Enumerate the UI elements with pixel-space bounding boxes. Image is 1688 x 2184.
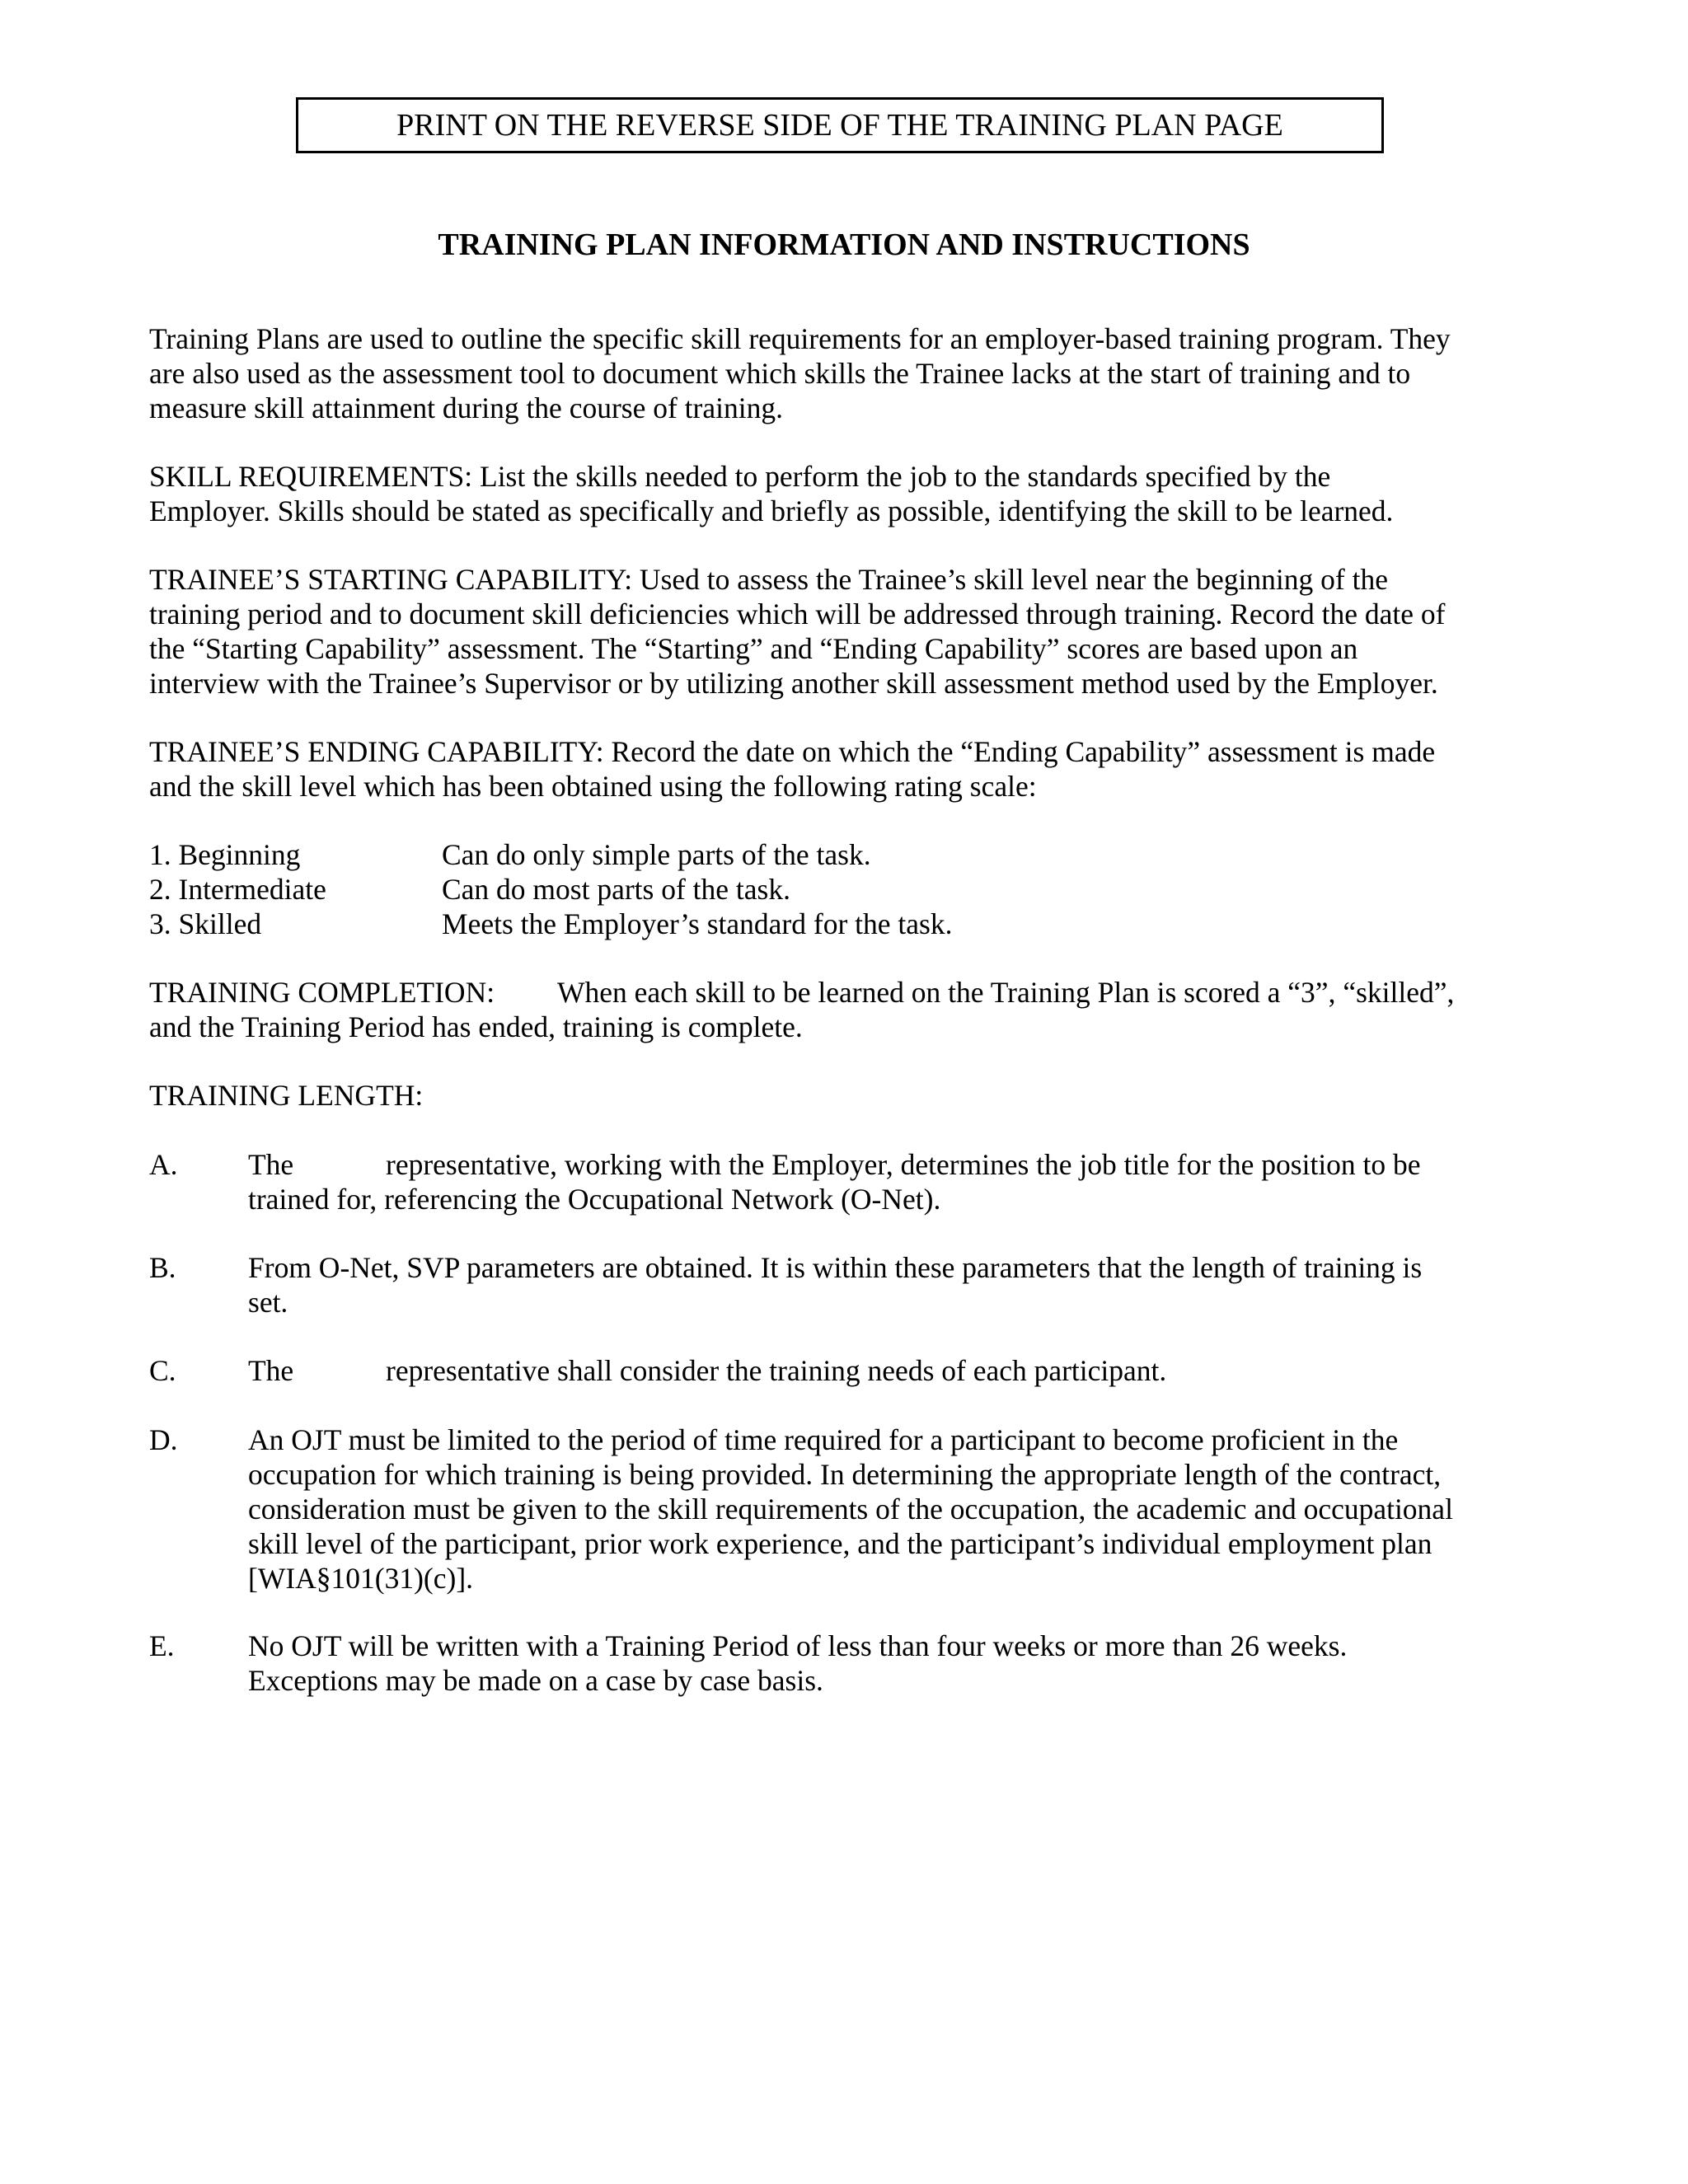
rating-level: 3. Skilled	[149, 907, 262, 940]
list-line: An OJT must be limited to the period of time required for a participant to become proficient in the	[248, 1423, 1399, 1456]
ending-capability-line: TRAINEE’S ENDING CAPABILITY: Record the date on which the “Ending Capability” assessment is made	[149, 735, 1436, 768]
list-item	[149, 1422, 1534, 1596]
list-line: skill level of the participant, prior work experience, and the participant’s individual employment plan	[248, 1527, 1432, 1560]
list-text	[248, 1629, 1534, 1698]
intro-line: are also used as the assessment tool to document which skills the Trainee lacks at the start of training and to	[149, 357, 1411, 390]
training-completion-paragraph	[149, 975, 1534, 1044]
list-line: consideration must be given to the skill requirements of the occupation, the academic and occupational	[248, 1493, 1453, 1526]
list-text	[248, 1353, 1534, 1388]
rating-description: Can do only simple parts of the task.	[442, 838, 871, 871]
list-item	[149, 1353, 1534, 1388]
intro-line: Training Plans are used to outline the specific skill requirements for an employer-based training program. They	[149, 322, 1451, 355]
starting-capability-line: TRAINEE’S STARTING CAPABILITY: Used to assess the Trainee’s skill level near the beginning of the	[149, 563, 1388, 596]
list-line: occupation for which training is being provided. In determining the appropriate length of the contract,	[248, 1458, 1442, 1491]
rating-scale-row	[149, 837, 871, 872]
list-line-rest: representative shall consider the training needs of each participant.	[386, 1354, 1167, 1387]
list-letter: D.	[149, 1423, 178, 1456]
training-completion-line: and the Training Period has ended, training is complete.	[149, 1010, 803, 1043]
intro-line: measure skill attainment during the course of training.	[149, 391, 783, 424]
rating-scale-row	[149, 872, 790, 907]
training-completion-line	[149, 975, 1534, 1010]
list-text	[248, 1250, 1534, 1319]
list-item	[149, 1147, 1534, 1216]
list-first-word: The	[248, 1148, 294, 1181]
rating-level: 1. Beginning	[149, 838, 301, 871]
skill-requirements-line: Employer. Skills should be stated as specifically and briefly as possible, identifying the skill to be learned.	[149, 494, 1394, 527]
rating-description: Meets the Employer’s standard for the task.	[442, 907, 953, 940]
list-line	[248, 1353, 1534, 1388]
starting-capability-line: training period and to document skill deficiencies which will be addressed through training. Record the date of	[149, 598, 1446, 630]
list-item	[149, 1250, 1534, 1319]
list-first-word: The	[248, 1354, 294, 1387]
list-letter: A.	[149, 1148, 178, 1181]
list-line: set.	[248, 1286, 288, 1319]
rating-description: Can do most parts of the task.	[442, 873, 790, 906]
skill-requirements-line: SKILL REQUIREMENTS: List the skills needed to perform the job to the standards specified by the	[149, 460, 1331, 493]
list-line	[248, 1147, 1534, 1182]
print-instruction-box: PRINT ON THE REVERSE SIDE OF THE TRAINING PLAN PAGE	[296, 97, 1384, 153]
training-completion-text: When each skill to be learned on the Training Plan is scored a “3”, “skilled”,	[557, 976, 1455, 1009]
list-letter: E.	[149, 1629, 175, 1662]
starting-capability-line: the “Starting Capability” assessment. The “Starting” and “Ending Capability” scores are based upon an	[149, 632, 1358, 665]
list-line: [WIA§101(31)(c)].	[248, 1562, 474, 1595]
rating-level: 2. Intermediate	[149, 873, 326, 906]
rating-scale-row	[149, 907, 952, 941]
list-line: Exceptions may be made on a case by case basis.	[248, 1664, 823, 1697]
training-length-heading	[149, 1078, 1534, 1113]
training-completion-label: TRAINING COMPLETION:	[149, 976, 495, 1009]
list-letter: B.	[149, 1251, 176, 1284]
list-item	[149, 1629, 1534, 1698]
list-letter: C.	[149, 1354, 176, 1387]
starting-capability-paragraph	[149, 562, 1534, 701]
starting-capability-line: interview with the Trainee’s Supervisor or by utilizing another skill assessment method used by the Employer.	[149, 667, 1438, 700]
ending-capability-paragraph	[149, 734, 1534, 804]
list-line-rest: representative, working with the Employer, determines the job title for the position to be	[386, 1148, 1421, 1181]
list-text	[248, 1147, 1534, 1216]
list-line: trained for, referencing the Occupational Network (O-Net).	[248, 1183, 941, 1216]
page-title: TRAINING PLAN INFORMATION AND INSTRUCTIONS	[438, 227, 1250, 262]
list-line: No OJT will be written with a Training Period of less than four weeks or more than 26 weeks.	[248, 1629, 1348, 1662]
list-text	[248, 1422, 1534, 1596]
skill-requirements-paragraph	[149, 459, 1534, 528]
list-line: From O-Net, SVP parameters are obtained. It is within these parameters that the length of training is	[248, 1251, 1423, 1284]
training-length-heading-text: TRAINING LENGTH:	[149, 1079, 424, 1112]
intro-paragraph	[149, 321, 1534, 425]
ending-capability-line: and the skill level which has been obtained using the following rating scale:	[149, 770, 1037, 803]
